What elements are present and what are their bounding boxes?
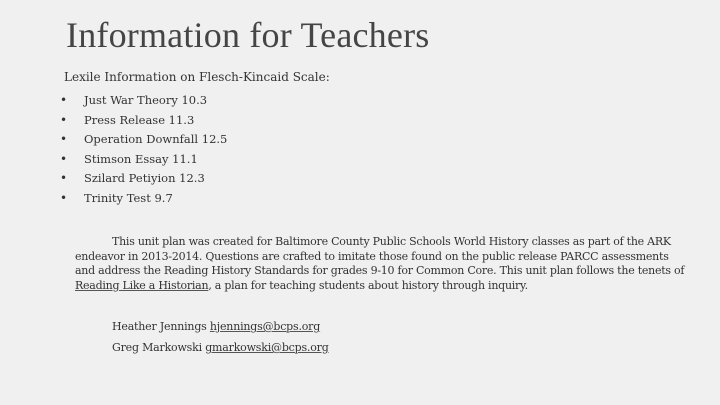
email-link-gmarkowski[interactable]: gmarkowski@bcps.org (205, 341, 329, 354)
unit-plan-description (75, 235, 687, 293)
list-item (60, 130, 227, 150)
description-text: This unit plan was created for Baltimore County Public Schools World History classes as part of the ARK endeavor in 2013-2014. Questions are crafted to imitate those found on the public release PARCC assessments and address the Reading History Standards for grades 9-10 for Common Core. This unit plan follows the tenets of (75, 235, 685, 277)
list-item-label: Operation Downfall 12.5 (84, 132, 228, 146)
list-item (60, 111, 227, 131)
list-item-label: Press Release 11.3 (84, 112, 195, 127)
contact-heather-jennings (112, 320, 320, 333)
list-item (60, 169, 227, 189)
lexile-list (60, 91, 227, 208)
reading-like-a-historian-link[interactable]: Reading Like a Historian (75, 278, 209, 292)
list-item-label: Stimson Essay 11.1 (84, 151, 198, 166)
bullet-icon: • (60, 112, 68, 127)
list-item (60, 150, 227, 170)
lexile-heading: Lexile Information on Flesch-Kincaid Scale: (64, 70, 330, 84)
list-item-label: Just War Theory 10.3 (84, 93, 208, 107)
email-link-hjennings[interactable]: hjennings@bcps.org (209, 320, 321, 333)
bullet-icon: • (60, 93, 68, 107)
contact-name: Greg Markowski (112, 341, 206, 354)
description-text-end: , a plan for teaching students about history through inquiry. (208, 278, 528, 292)
list-item-label: Szilard Petiyion 12.3 (84, 171, 205, 185)
bullet-icon: • (60, 190, 68, 205)
list-item-label: Trinity Test 9.7 (84, 190, 173, 205)
page-title: Information for Teachers (66, 15, 430, 55)
bullet-icon: • (60, 132, 68, 146)
bullet-icon: • (60, 151, 68, 166)
list-item (60, 91, 227, 111)
list-item (60, 189, 227, 209)
bullet-icon: • (60, 171, 68, 185)
contact-name: Heather Jennings (112, 320, 210, 333)
contact-greg-markowski (112, 341, 329, 354)
